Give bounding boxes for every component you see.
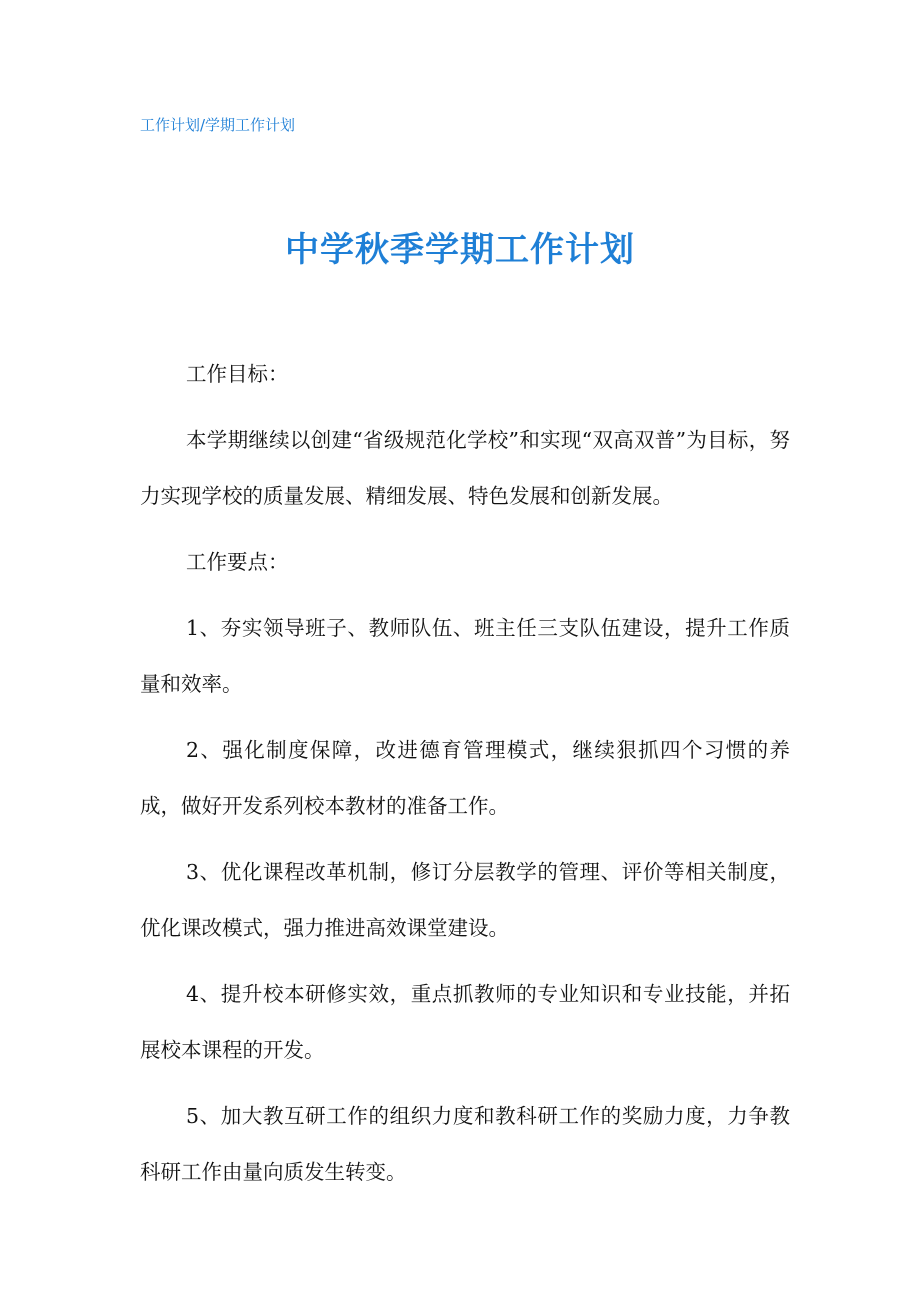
section-heading-goals: 工作目标： — [186, 362, 289, 386]
list-item-3: 3、优化课程改革机制，修订分层教学的管理、评价等相关制度，优化课改模式，强力推进高效课堂建设。 — [140, 860, 790, 940]
breadcrumb[interactable]: 工作计划/学期工作计划 — [140, 116, 296, 134]
list-item-2: 2、强化制度保障，改进德育管理模式，继续狠抓四个习惯的养成，做好开发系列校本教材的准备工作。 — [140, 738, 790, 818]
paragraph-goals: 本学期继续以创建“省级规范化学校”和实现“双高双普”为目标，努力实现学校的质量发展、精细发展、特色发展和创新发展。 — [140, 428, 790, 508]
list-item-4: 4、提升校本研修实效，重点抓教师的专业知识和专业技能，并拓展校本课程的开发。 — [140, 982, 790, 1062]
document-body — [140, 346, 790, 1200]
page-title: 中学秋季学期工作计划 — [285, 230, 635, 270]
section-heading-key-points: 工作要点： — [186, 550, 289, 574]
list-item-5: 5、加大教互研工作的组织力度和教科研工作的奖励力度，力争教科研工作由量向质发生转变。 — [140, 1104, 790, 1184]
list-item-1: 1、夯实领导班子、教师队伍、班主任三支队伍建设，提升工作质量和效率。 — [140, 616, 790, 696]
